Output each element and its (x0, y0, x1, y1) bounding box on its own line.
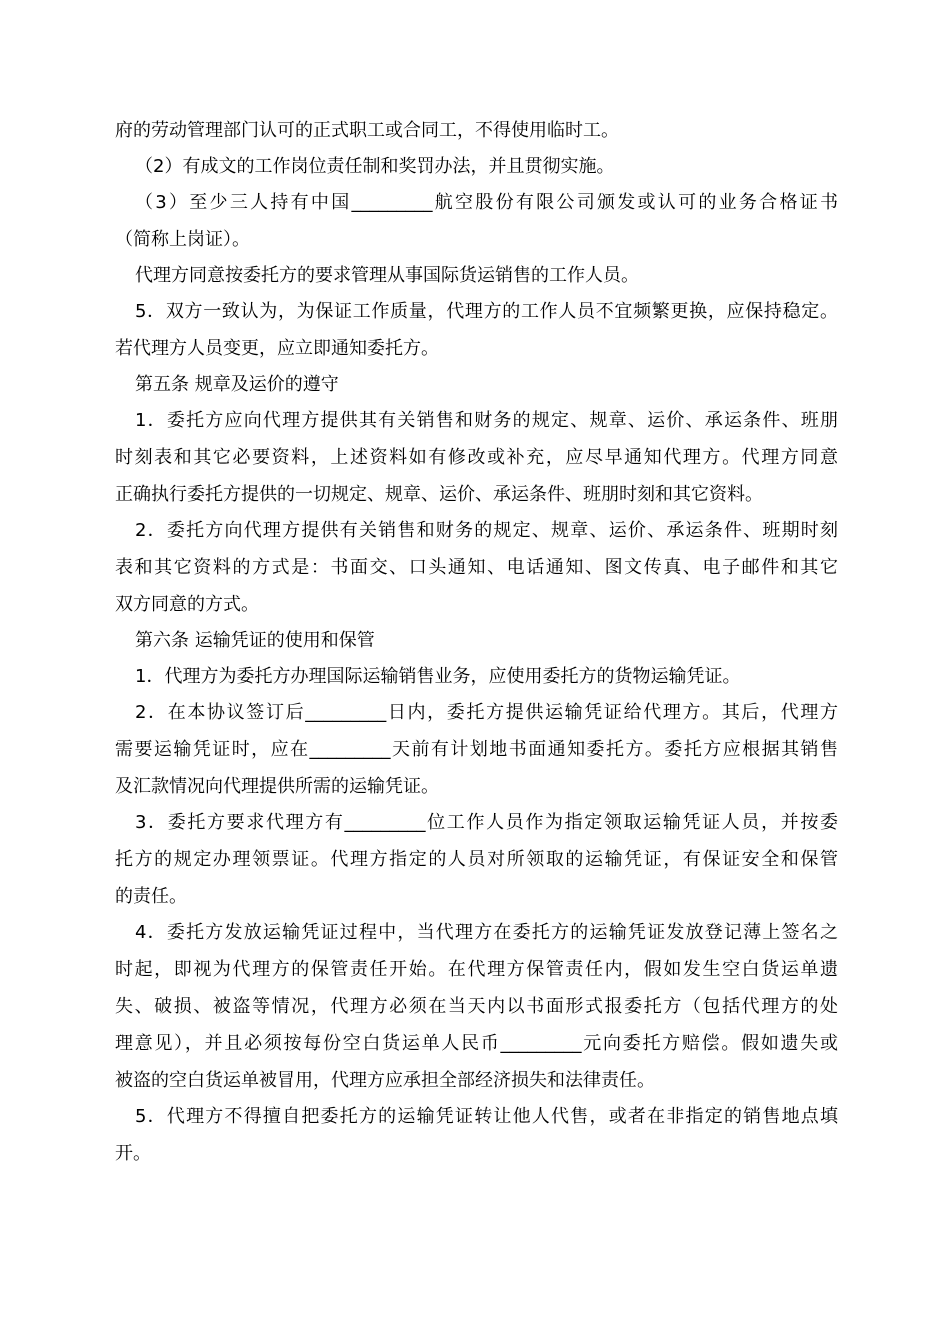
item-2-line: 2．委托方向代理方提供有关销售和财务的规定、规章、运价、承运条件、班期时刻 (135, 520, 838, 541)
item-5-line: 开。 (115, 1143, 151, 1164)
item-2-line: 需要运输凭证时，应在_________天前有计划地书面通知委托方。委托方应根据其销售 (115, 739, 838, 760)
paragraph-line: 府的劳动管理部门认可的正式职工或合同工，不得使用临时工。 (115, 120, 619, 141)
item-2-line: 及汇款情况向代理提供所需的运输凭证。 (115, 776, 439, 797)
item-3-line: 托方的规定办理领票证。代理方指定的人员对所领取的运输凭证，有保证安全和保管 (115, 849, 838, 870)
clause-3-line: （简称上岗证）。 (115, 229, 250, 250)
item-4-line: 失、破损、被盗等情况，代理方必须在当天内以书面形式报委托方（包括代理方的处 (115, 996, 838, 1017)
item-4-line: 4．委托方发放运输凭证过程中，当代理方在委托方的运输凭证发放登记薄上签名之 (135, 922, 838, 943)
item-3-line: 的责任。 (115, 886, 187, 907)
section-heading-article-6: 第六条 运输凭证的使用和保管 (135, 630, 375, 651)
item-5-line: 若代理方人员变更，应立即通知委托方。 (115, 338, 439, 359)
item-5-line: 5．双方一致认为，为保证工作质量，代理方的工作人员不宜频繁更换，应保持稳定。 (135, 301, 838, 322)
section-heading-article-5: 第五条 规章及运价的遵守 (135, 374, 339, 395)
clause-3-line: （3）至少三人持有中国_________航空股份有限公司颁发或认可的业务合格证书 (135, 192, 838, 213)
paragraph-line: 代理方同意按委托方的要求管理从事国际货运销售的工作人员。 (135, 265, 639, 286)
item-1-line: 1．代理方为委托方办理国际运输销售业务，应使用委托方的货物运输凭证。 (135, 666, 741, 687)
item-3-line: 3．委托方要求代理方有_________位工作人员作为指定领取运输凭证人员，并按委 (135, 812, 838, 833)
item-2-line: 2．在本协议签订后_________日内，委托方提供运输凭证给代理方。其后，代理方 (135, 702, 838, 723)
item-1-line: 时刻表和其它必要资料，上述资料如有修改或补充，应尽早通知代理方。代理方同意 (115, 447, 838, 468)
item-2-line: 双方同意的方式。 (115, 594, 259, 615)
item-2-line: 表和其它资料的方式是：书面交、口头通知、电话通知、图文传真、电子邮件和其它 (115, 557, 838, 578)
item-1-line: 正确执行委托方提供的一切规定、规章、运价、承运条件、班朋时刻和其它资料。 (115, 484, 763, 505)
item-4-line: 被盗的空白货运单被冒用，代理方应承担全部经济损失和法律责任。 (115, 1070, 655, 1091)
item-1-line: 1．委托方应向代理方提供其有关销售和财务的规定、规章、运价、承运条件、班朋 (135, 410, 838, 431)
item-5-line: 5．代理方不得擅自把委托方的运输凭证转让他人代售，或者在非指定的销售地点填 (135, 1106, 838, 1127)
item-4-line: 理意见），并且必须按每份空白货运单人民币_________元向委托方赔偿。假如遗失或 (115, 1033, 838, 1054)
item-4-line: 时起，即视为代理方的保管责任开始。在代理方保管责任内，假如发生空白货运单遗 (115, 959, 838, 980)
clause-2-line: （2）有成文的工作岗位责任制和奖罚办法，并且贯彻实施。 (135, 156, 615, 177)
